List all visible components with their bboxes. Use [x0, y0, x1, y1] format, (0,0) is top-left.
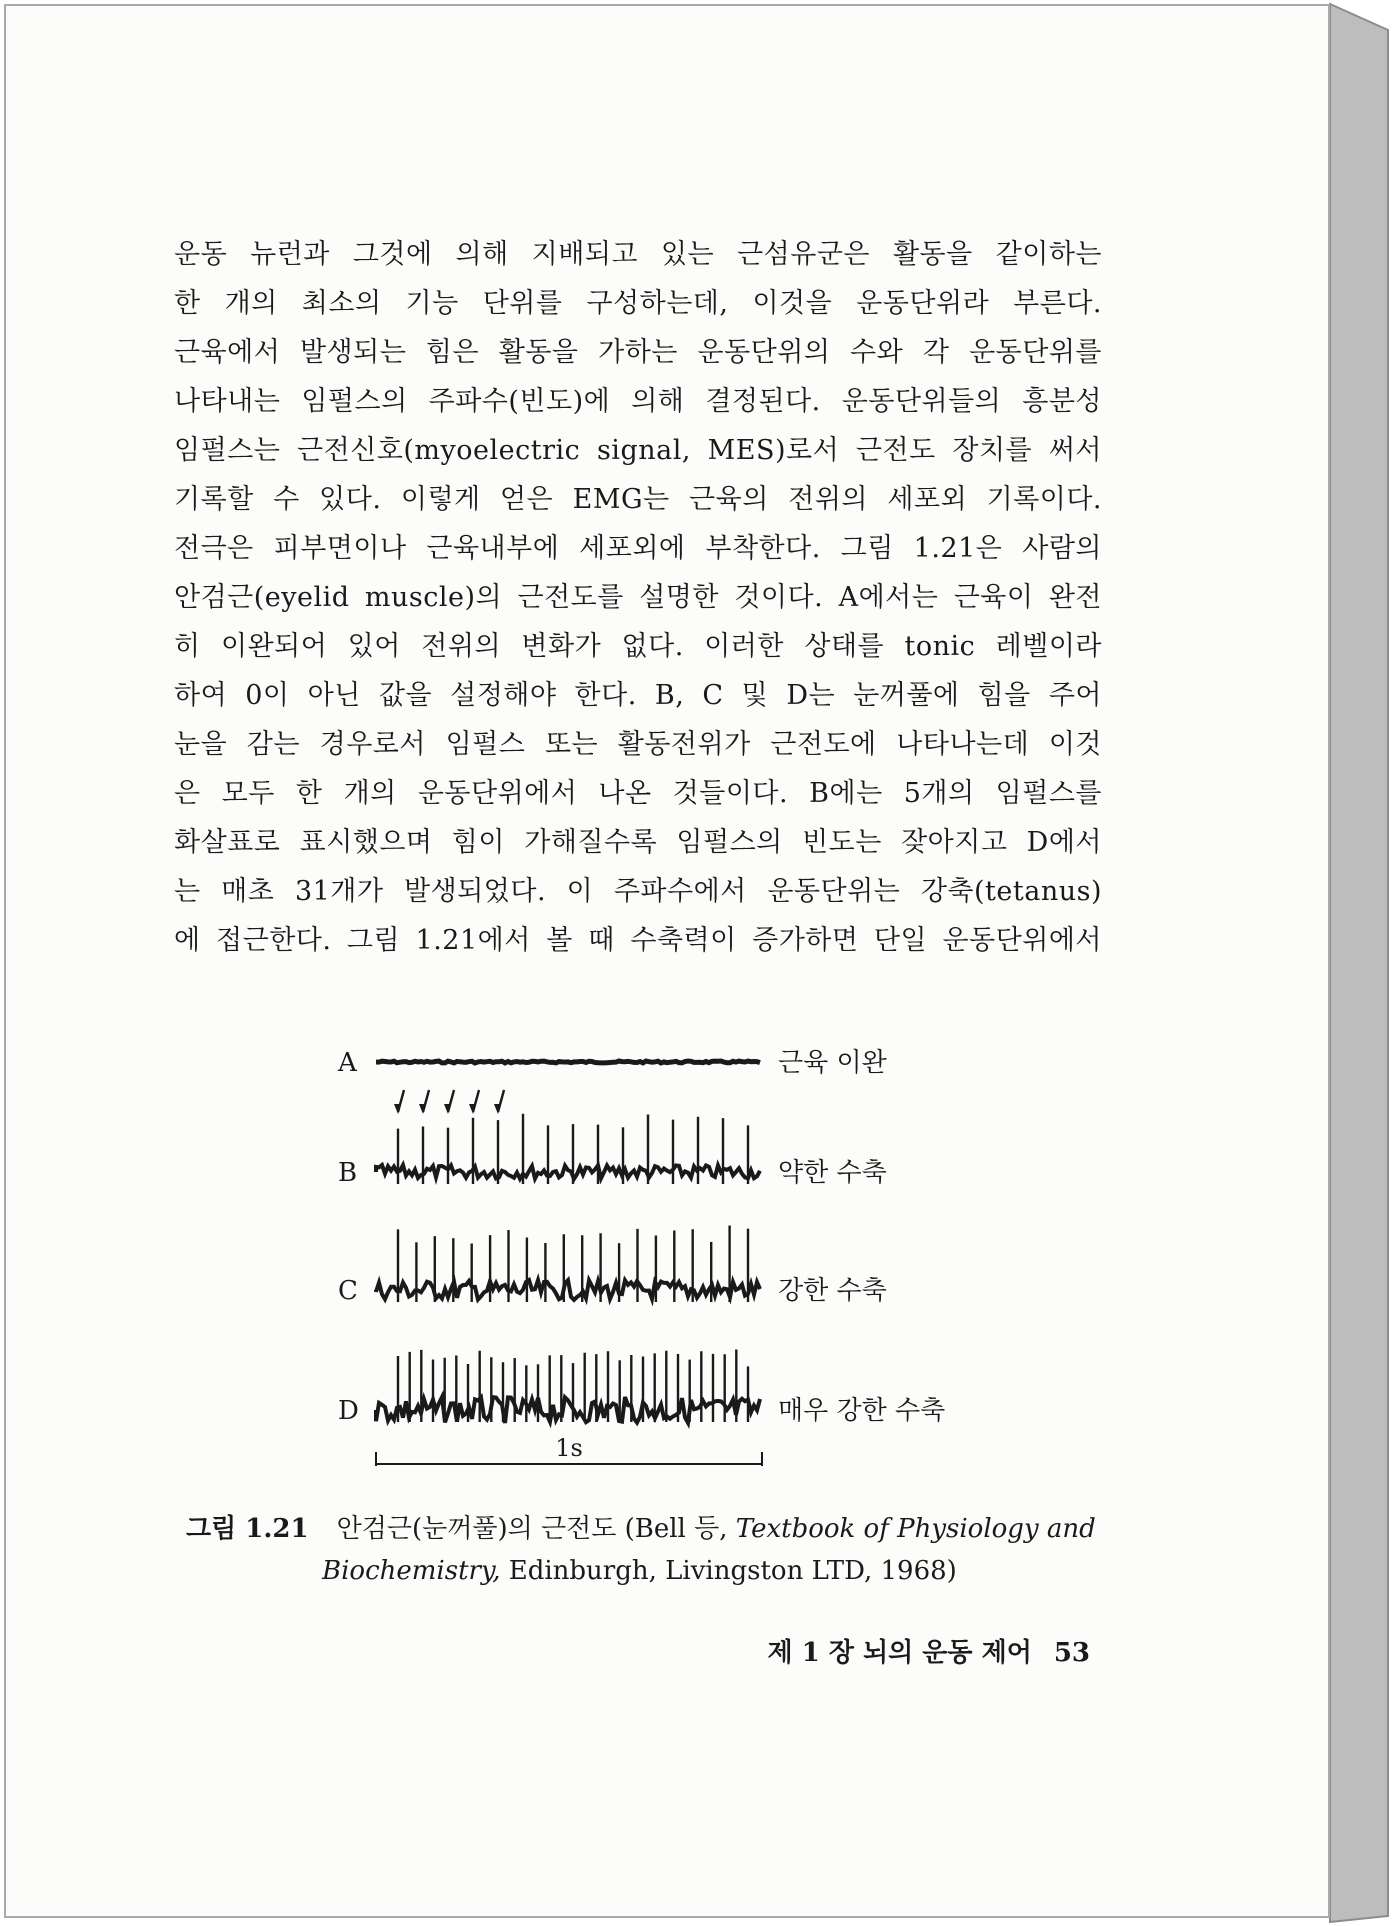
- trace-letter: A: [338, 1048, 357, 1078]
- paragraph-line: 는 매초 31개가 발생되었다. 이 주파수에서 운동단위는 강축(tetanus): [174, 876, 1102, 907]
- trace-label: 매우 강한 수축: [778, 1396, 946, 1426]
- body-paragraph: [174, 230, 1102, 965]
- paragraph-line: 전극은 피부면이나 근육내부에 세포외에 부착한다. 그림 1.21은 사람의: [174, 533, 1102, 564]
- caption-publisher: Edinburgh, Livingston LTD, 1968): [500, 1556, 957, 1586]
- emg-chart: [330, 1030, 1000, 1490]
- paragraph-line: 하여 0이 아닌 값을 설정해야 한다. B, C 및 D는 눈꺼풀에 힘을 주어: [174, 680, 1102, 711]
- caption-book-title-2: Biochemistry,: [322, 1556, 501, 1586]
- trace-label: 근육 이완: [778, 1048, 887, 1078]
- paragraph-line: 화살표로 표시했으며 힘이 가해질수록 임펄스의 빈도는 잦아지고 D에서: [174, 827, 1102, 858]
- paragraph-line: 근육에서 발생되는 힘은 활동을 가하는 운동단위의 수와 각 운동단위를: [174, 337, 1102, 368]
- paragraph-line: 한 개의 최소의 기능 단위를 구성하는데, 이것을 운동단위라 부른다.: [174, 288, 1102, 319]
- page-number: 53: [1053, 1638, 1090, 1668]
- paragraph-line: 히 이완되어 있어 전위의 변화가 없다. 이러한 상태를 tonic 레벨이라: [174, 631, 1102, 662]
- caption-book-title-1: Textbook of Physiology and: [735, 1514, 1096, 1544]
- paragraph-line: 은 모두 한 개의 운동단위에서 나온 것들이다. B에는 5개의 임펄스를: [174, 778, 1102, 809]
- scale-label: 1s: [555, 1434, 583, 1462]
- trace-label: 약한 수축: [778, 1158, 887, 1188]
- figure-caption: [186, 1508, 1116, 1592]
- trace-letter: D: [338, 1396, 359, 1426]
- paragraph-line: 운동 뉴런과 그것에 의해 지배되고 있는 근섬유군은 활동을 같이하는: [174, 239, 1102, 270]
- trace-baseline: [376, 1061, 760, 1063]
- paragraph-line: 기록할 수 있다. 이렇게 얻은 EMG는 근육의 전위의 세포외 기록이다.: [174, 484, 1102, 515]
- caption-label: 그림 1.21: [186, 1514, 309, 1544]
- trace-label: 강한 수축: [778, 1276, 887, 1306]
- paragraph-line: 나타내는 임펄스의 주파수(빈도)에 의해 결정된다. 운동단위들의 흥분성: [174, 386, 1102, 417]
- paragraph-line: 에 접근한다. 그림 1.21에서 볼 때 수축력이 증가하면 단일 운동단위에서: [174, 925, 1102, 956]
- paragraph-line: 안검근(eyelid muscle)의 근전도를 설명한 것이다. A에서는 근육이 완전: [174, 582, 1102, 613]
- paragraph-line: 눈을 감는 경우로서 임펄스 또는 활동전위가 근전도에 나타나는데 이것: [174, 729, 1102, 760]
- trace-baseline: [376, 1165, 760, 1179]
- page-footer: [760, 1632, 1090, 1669]
- trace-letter: C: [338, 1276, 358, 1306]
- emg-figure: [330, 1030, 1000, 1490]
- paragraph-line: 임펄스는 근전신호(myoelectric signal, MES)로서 근전도 장치를 써서: [174, 435, 1102, 466]
- chapter-title: 제 1 장 뇌의 운동 제어: [767, 1638, 1032, 1668]
- caption-text: 안검근(눈꺼풀)의 근전도 (Bell 등,: [336, 1514, 736, 1544]
- trace-letter: B: [338, 1158, 358, 1188]
